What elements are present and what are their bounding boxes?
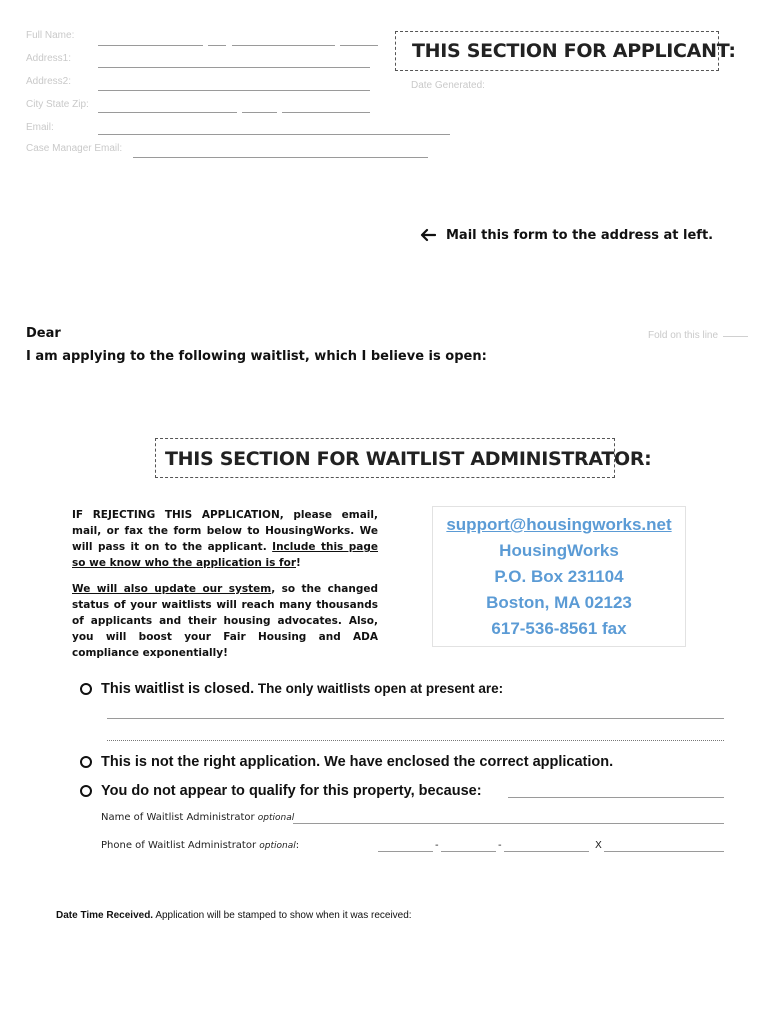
state-line[interactable] (242, 112, 277, 113)
closed-option-label (101, 681, 503, 697)
admin-phone-optional: optional (259, 841, 296, 851)
address2-line[interactable] (98, 90, 370, 91)
reject-para-2-text: , so the changed status of your waitlists will reach many thousands of applicants and their housing advocates. Also, you will boost your Fair Housing and ADA compliance exponentially! (72, 583, 379, 659)
open-waitlists-line-1[interactable] (107, 718, 724, 719)
fold-line (723, 336, 748, 337)
phone-dash-2: - (498, 840, 502, 851)
contact-po-box: P.O. Box 231104 (494, 567, 624, 586)
last-name-line[interactable] (232, 45, 335, 46)
fold-label: Fold on this line (648, 330, 719, 341)
email-line[interactable] (98, 134, 450, 135)
wrong-app-radio[interactable] (80, 756, 92, 768)
date-received-bold: Date Time Received. (56, 910, 154, 921)
reject-para-1-end: ! (296, 557, 301, 569)
email-label: Email: (26, 122, 54, 133)
admin-section-title: THIS SECTION FOR WAITLIST ADMINISTRATOR: (165, 448, 652, 470)
admin-phone-colon: : (295, 840, 300, 851)
letter-intro: I am applying to the following waitlist, which I believe is open: (26, 349, 487, 364)
phone-ext-line[interactable] (604, 851, 724, 852)
support-email-link[interactable]: support@housingworks.net (446, 515, 672, 534)
full-name-label: Full Name: (26, 30, 75, 41)
city-line[interactable] (98, 112, 237, 113)
mail-note: Mail this form to the address at left. (446, 228, 714, 243)
reject-para-2-underlined: We will also update our system (72, 583, 272, 595)
salutation: Dear (26, 326, 61, 341)
not-qualify-reason-line[interactable] (508, 797, 724, 798)
date-generated-label: Date Generated: (411, 80, 485, 91)
admin-name-label-text: Name of Waitlist Administrator (101, 812, 255, 823)
reject-paragraph-2 (72, 581, 378, 661)
address1-line[interactable] (98, 67, 370, 68)
contact-fax: 617-536-8561 fax (491, 619, 627, 638)
closed-option-bold: This waitlist is closed. (101, 681, 255, 697)
contact-org: HousingWorks (499, 541, 619, 560)
admin-name-line[interactable] (293, 823, 724, 824)
closed-option-radio[interactable] (80, 683, 92, 695)
address2-label: Address2: (26, 76, 72, 87)
contact-city: Boston, MA 02123 (486, 593, 632, 612)
applicant-section-box (395, 31, 736, 71)
open-waitlists-line-2[interactable] (107, 740, 724, 741)
reject-para-1-text: IF REJECTING THIS APPLICATION, please email, mail, or fax the form below to HousingWorks. We will pass it on to the applicant. (72, 509, 378, 553)
reject-para-1-underlined: Include this page so we know who the application is for (72, 541, 379, 569)
phone-number-line[interactable] (504, 851, 589, 852)
phone-prefix-line[interactable] (441, 851, 496, 852)
first-name-line[interactable] (98, 45, 203, 46)
middle-initial-line[interactable] (208, 45, 226, 46)
admin-phone-label-text: Phone of Waitlist Administrator (101, 840, 257, 851)
phone-dash-1: - (435, 840, 439, 851)
admin-section-box (155, 438, 652, 478)
admin-name-label (101, 812, 294, 823)
reject-paragraph-1 (72, 507, 378, 571)
not-qualify-label: You do not appear to qualify for this property, because: (101, 783, 482, 799)
city-state-zip-label: City State Zip: (26, 99, 89, 110)
admin-name-optional: optional (257, 813, 295, 823)
address1-label: Address1: (26, 53, 72, 64)
not-qualify-radio[interactable] (80, 785, 92, 797)
case-manager-email-line[interactable] (133, 157, 428, 158)
phone-area-code-line[interactable] (378, 851, 433, 852)
zip-line[interactable] (282, 112, 370, 113)
contact-box (432, 506, 686, 647)
applicant-section-title: THIS SECTION FOR APPLICANT: (412, 40, 736, 62)
date-received-rest: Application will be stamped to show when it was received: (153, 910, 412, 921)
admin-phone-label (101, 840, 299, 851)
suffix-line[interactable] (340, 45, 378, 46)
arrow-left-icon (420, 228, 436, 242)
phone-ext-label: X (595, 840, 602, 851)
date-received-label (56, 910, 412, 921)
case-manager-email-label: Case Manager Email: (26, 143, 123, 154)
closed-option-rest: The only waitlists open at present are: (254, 681, 504, 696)
wrong-app-label: This is not the right application. We have enclosed the correct application. (101, 754, 614, 770)
